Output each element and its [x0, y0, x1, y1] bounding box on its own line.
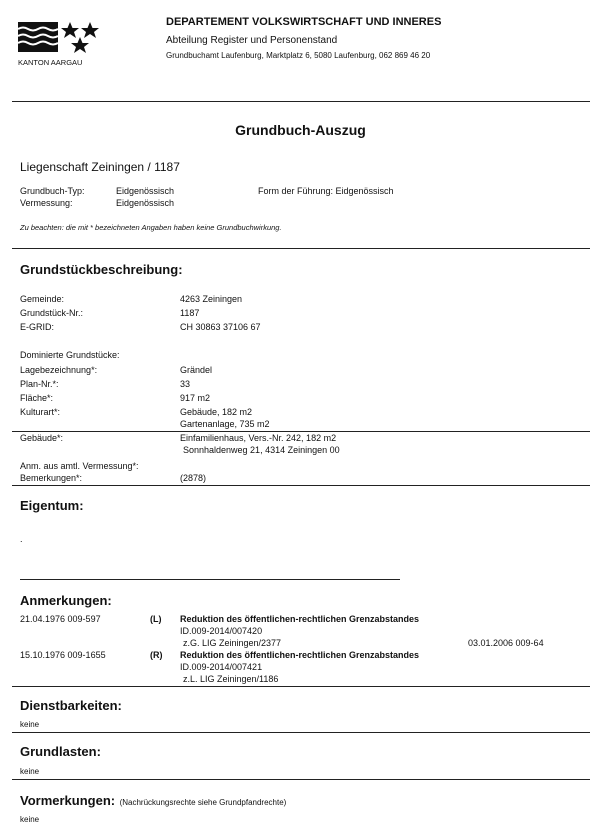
form-of-management: Form der Führung: Eidgenössisch: [258, 186, 394, 196]
property-divider: [12, 248, 590, 249]
annotation-date: 15.10.1976 009-1655: [20, 650, 106, 660]
row-value: 4263 Zeiningen: [180, 294, 243, 304]
ownership-title: Eigentum:: [20, 498, 84, 513]
type-label: Grundbuch-Typ:: [20, 186, 85, 196]
row-label: Grundstück-Nr.:: [20, 308, 84, 318]
pre-notations-value: keine: [20, 815, 40, 824]
pre-notations-subtitle: (Nachrückungsrechte siehe Grundpfandrechte): [119, 798, 287, 807]
row-value: 33: [180, 379, 191, 389]
row-value: Gebäude, 182 m2: [180, 407, 253, 417]
annotation-text: Reduktion des öffentlichen-rechtlichen Grenzabstandes: [180, 614, 420, 624]
annotation-text: Reduktion des öffentlichen-rechtlichen Grenzabstandes: [180, 650, 420, 660]
office-address: Grundbuchamt Laufenburg, Marktplatz 6, 5080 Laufenburg, 062 869 46 20: [166, 51, 431, 60]
survey-label: Vermessung:: [20, 198, 73, 208]
easements-title: Dienstbarkeiten:: [20, 698, 122, 713]
annotations-title: Anmerkungen:: [20, 593, 112, 608]
aargau-coat-of-arms-icon: [18, 18, 108, 58]
legal-note: Zu beachten: die mit * bezeichneten Angaben haben keine Grundbuchwirkung.: [20, 223, 282, 232]
row-label: E-GRID:: [20, 322, 55, 332]
annotation-id: ID.009-2014/007421: [180, 662, 263, 672]
annotation-code: (L): [150, 614, 162, 624]
land-charges-divider: [12, 779, 590, 780]
annotation-date-right: 03.01.2006 009-64: [468, 638, 544, 648]
ownership-divider: [20, 579, 400, 580]
annotation-id: ID.009-2014/007420: [180, 626, 263, 636]
row-label: Lagebezeichnung*:: [20, 365, 98, 375]
canton-logo: [18, 18, 108, 58]
row-label: Gemeinde:: [20, 294, 65, 304]
pre-notations-heading: [20, 792, 286, 810]
survey-remarks-label: Anm. aus amtl. Vermessung*:: [20, 461, 139, 471]
ownership-mark: .: [20, 534, 23, 544]
annotations-divider: [12, 686, 590, 687]
type-value: Eidgenössisch: [116, 186, 175, 196]
remarks-value: (2878): [180, 473, 207, 483]
description-divider: [12, 485, 590, 486]
department-name: DEPARTEMENT VOLKSWIRTSCHAFT UND INNERES: [166, 16, 442, 28]
header-divider: [12, 101, 590, 102]
division-name: Abteilung Register und Personenstand: [166, 35, 338, 46]
annotation-date: 21.04.1976 009-597: [20, 614, 101, 624]
property-heading: Liegenschaft Zeiningen / 1187: [20, 160, 180, 174]
row-label: Fläche*:: [20, 393, 54, 403]
survey-value: Eidgenössisch: [116, 198, 175, 208]
row-value: 1187: [180, 308, 200, 318]
kulturart-extra: Gartenanlage, 735 m2: [180, 419, 270, 429]
row-label: Kulturart*:: [20, 407, 61, 417]
building-address: Sonnhaldenweg 21, 4314 Zeiningen 00: [183, 445, 340, 455]
description-title: Grundstückbeschreibung:: [20, 262, 183, 277]
pre-notations-title: Vormerkungen:: [20, 793, 116, 808]
remarks-label: Bemerkungen*:: [20, 473, 83, 483]
easements-value: keine: [20, 720, 40, 729]
building-label: Gebäude*:: [20, 433, 64, 443]
building-value: Einfamilienhaus, Vers.-Nr. 242, 182 m2: [180, 433, 337, 443]
easements-divider: [12, 732, 590, 733]
row-label: Plan-Nr.*:: [20, 379, 59, 389]
land-charges-title: Grundlasten:: [20, 744, 101, 759]
land-charges-value: keine: [20, 767, 40, 776]
canton-name: KANTON AARGAU: [18, 58, 83, 67]
building-divider: [12, 431, 590, 432]
row-value: CH 30863 37106 67: [180, 322, 261, 332]
annotation-ref: z.L. LIG Zeiningen/1186: [183, 674, 279, 684]
row-value: Grändel: [180, 365, 213, 375]
row-value: 917 m2: [180, 393, 211, 403]
document-title: Grundbuch-Auszug: [235, 122, 366, 138]
annotation-code: (R): [150, 650, 163, 660]
dominant-properties-label: Dominierte Grundstücke:: [20, 350, 120, 360]
annotation-ref: z.G. LIG Zeiningen/2377: [183, 638, 282, 648]
